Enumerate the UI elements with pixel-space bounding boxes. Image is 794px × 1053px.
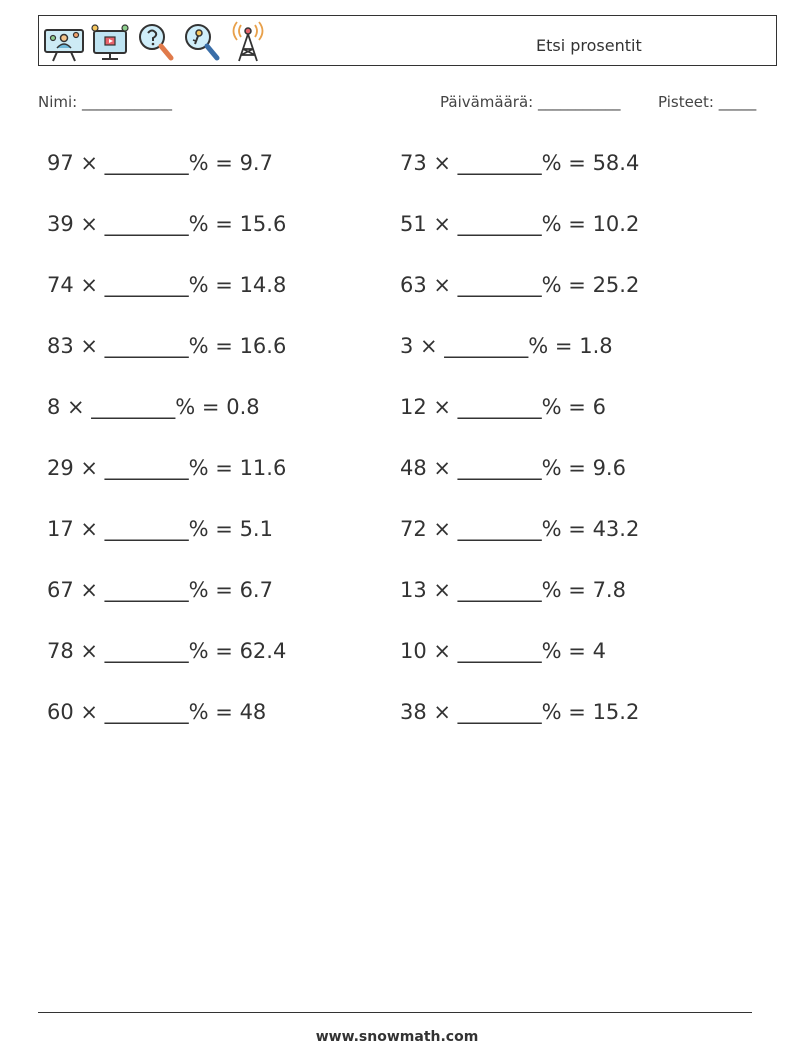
problem-item: 13 × ________% = 7.8 (400, 578, 626, 602)
problem-item: 73 × ________% = 58.4 (400, 151, 640, 175)
problem-item: 72 × ________% = 43.2 (400, 517, 640, 541)
problem-item: 74 × ________% = 14.8 (47, 273, 287, 297)
problem-item: 51 × ________% = 10.2 (400, 212, 640, 236)
footer-url: www.snowmath.com (315, 1029, 479, 1045)
worksheet-header (38, 15, 777, 66)
problem-item: 83 × ________% = 16.6 (47, 334, 287, 358)
radio-tower-icon (227, 21, 269, 63)
date-field-label: Päivämäärä: ___________ (440, 93, 621, 111)
problem-item: 12 × ________% = 6 (400, 395, 606, 419)
worksheet-title: Etsi prosentit (536, 36, 642, 55)
name-field-label: Nimi: ____________ (38, 93, 172, 111)
problem-item: 8 × ________% = 0.8 (47, 395, 260, 419)
problem-item: 29 × ________% = 11.6 (47, 456, 287, 480)
problem-item: 17 × ________% = 5.1 (47, 517, 273, 541)
problem-item: 78 × ________% = 62.4 (47, 639, 287, 663)
problem-item: 60 × ________% = 48 (47, 700, 267, 724)
header-icons (43, 20, 269, 64)
problem-item: 63 × ________% = 25.2 (400, 273, 640, 297)
problem-item: 3 × ________% = 1.8 (400, 334, 613, 358)
presentation-board-icon (43, 21, 85, 63)
problem-item: 48 × ________% = 9.6 (400, 456, 626, 480)
score-field-label: Pisteet: _____ (658, 93, 757, 111)
problem-item: 38 × ________% = 15.2 (400, 700, 640, 724)
computer-monitor-icon (89, 21, 131, 63)
magnifier-key-icon (181, 21, 223, 63)
footer-divider (38, 1012, 752, 1013)
problem-item: 97 × ________% = 9.7 (47, 151, 273, 175)
magnifier-question-icon (135, 21, 177, 63)
problem-item: 10 × ________% = 4 (400, 639, 606, 663)
problem-item: 39 × ________% = 15.6 (47, 212, 287, 236)
problem-item: 67 × ________% = 6.7 (47, 578, 273, 602)
